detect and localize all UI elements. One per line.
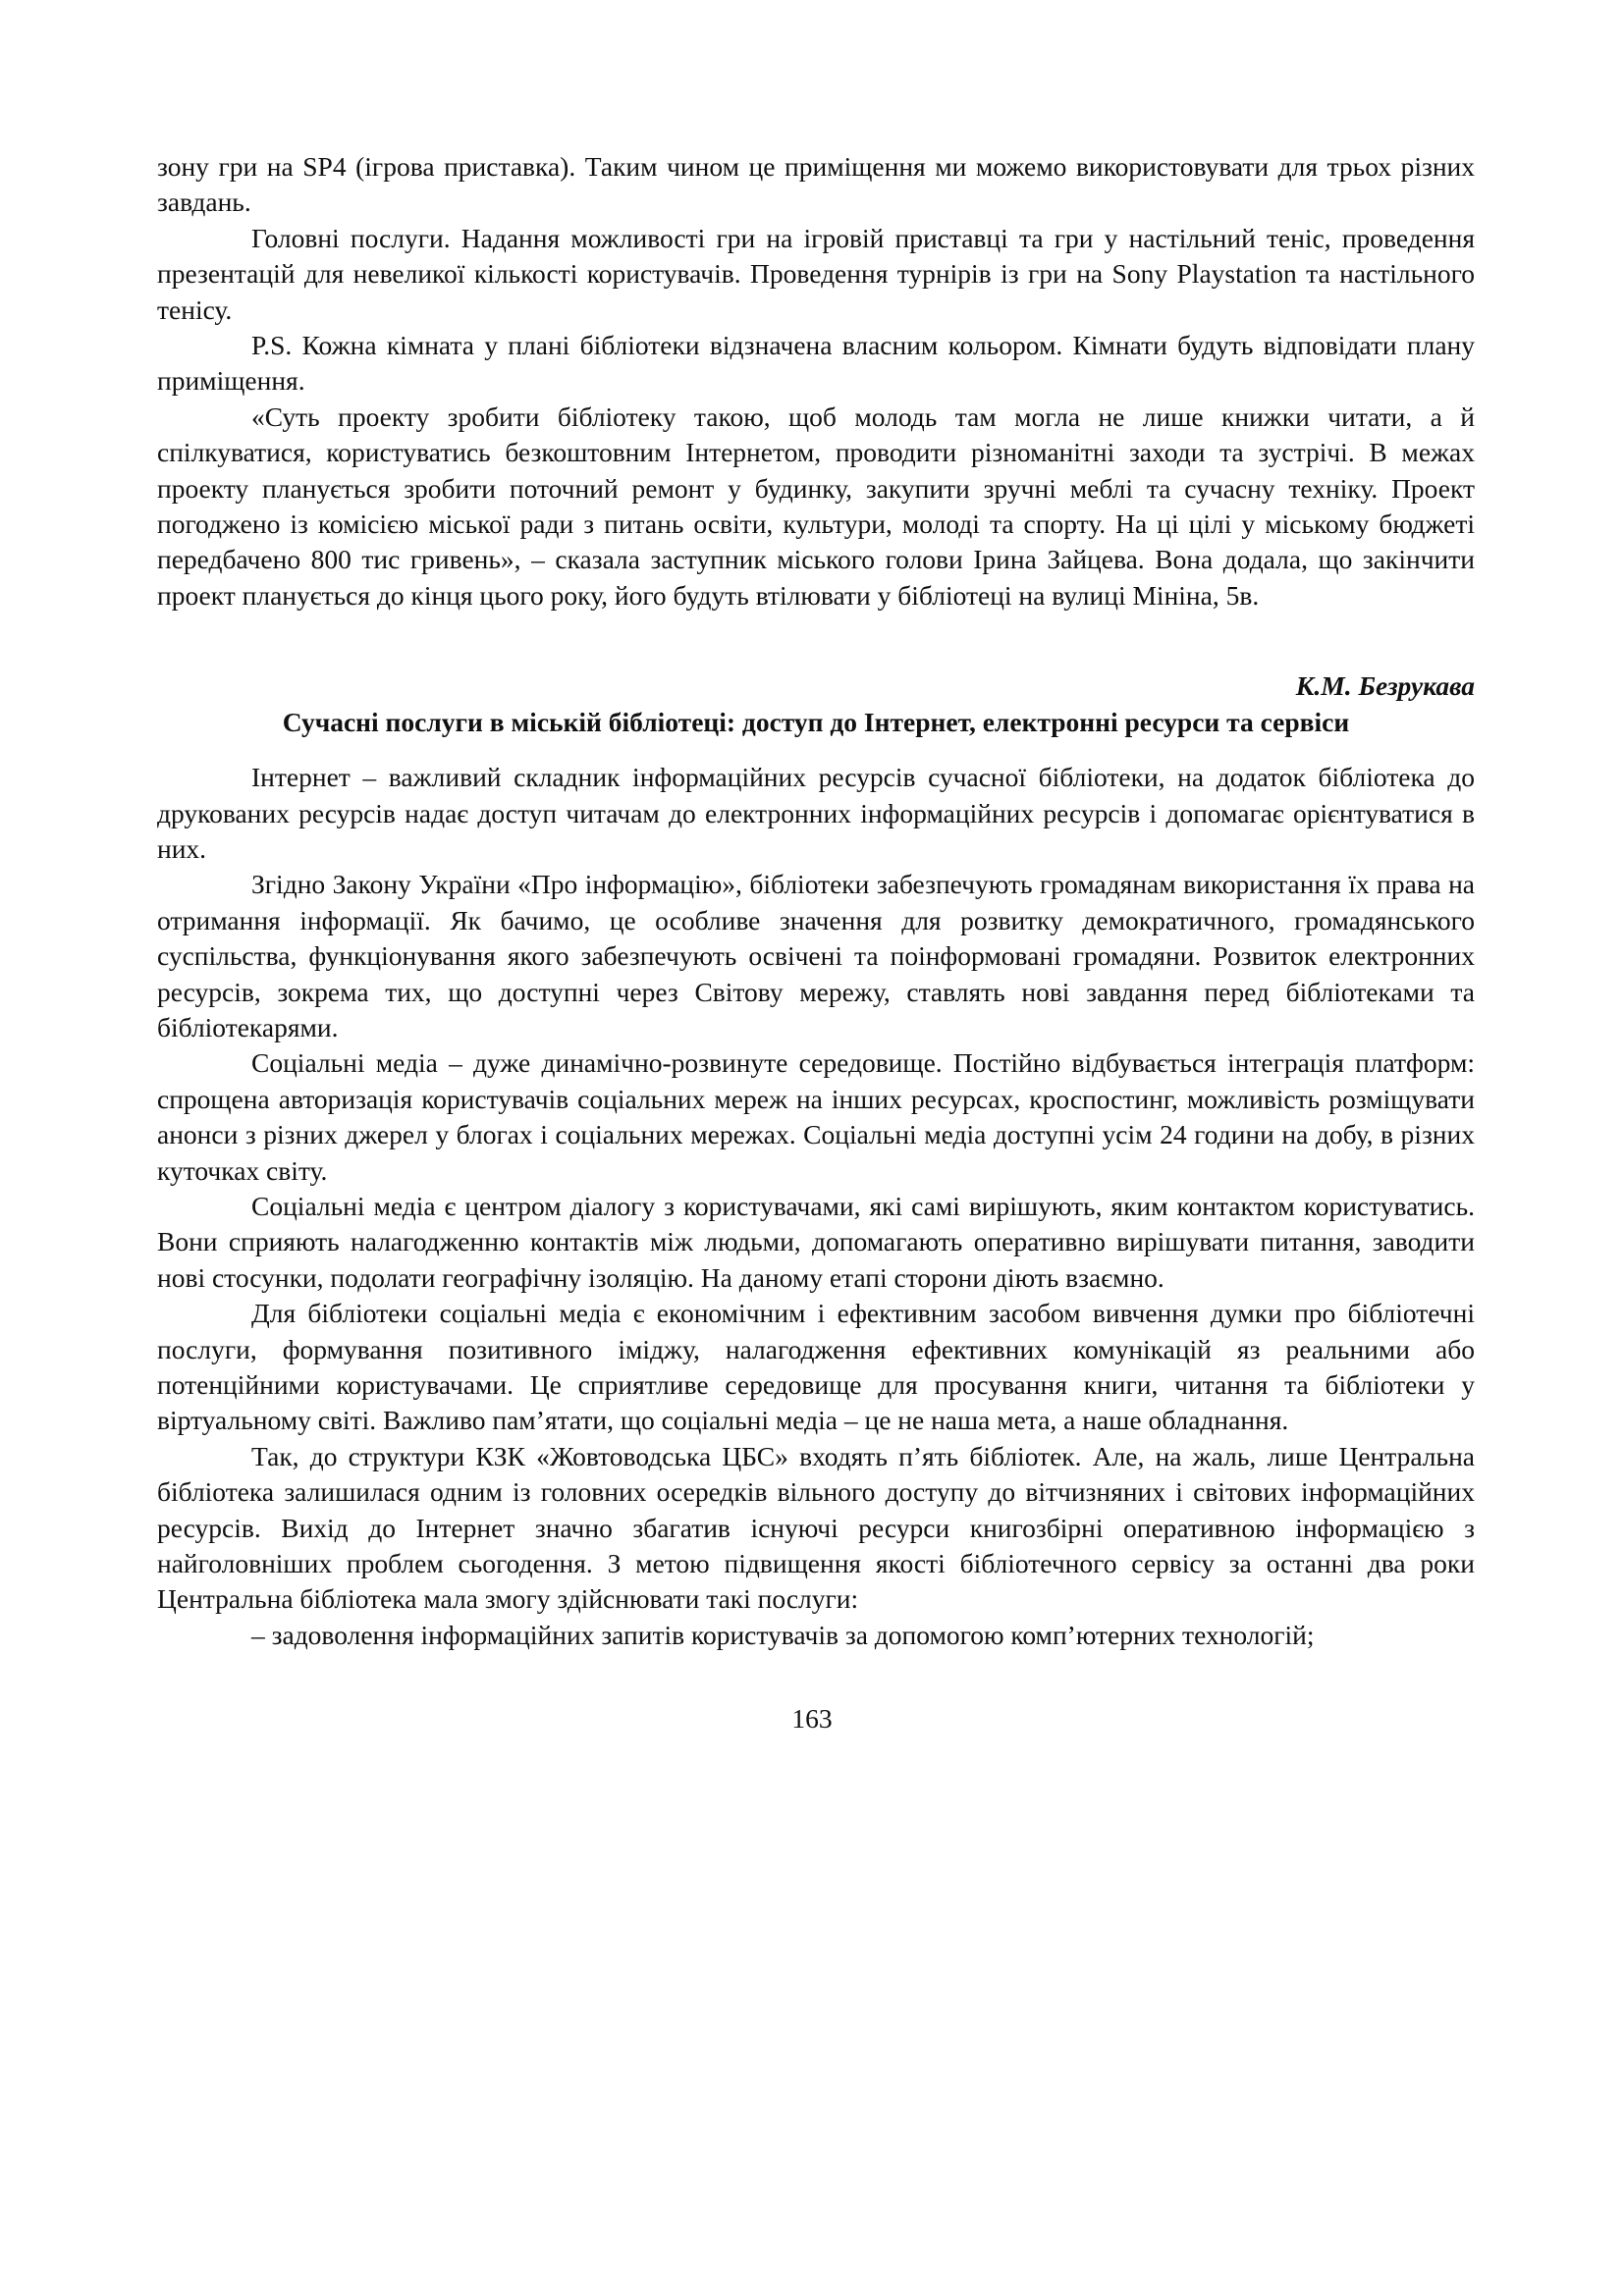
paragraph: Соціальні медіа є центром діалогу з користувачами, які самі вирішують, яким контактом користуватись. Вони сприяють налагодженню контактів між людьми, допомагають оперативно вирішувати питання, заводити нові стосунки, подолати географічну ізоляцію. На даному етапі сторони діють взаємно. [157,1190,1475,1293]
article-title: Сучасні послуги в міській бібліотеці: доступ до Інтернет, електронні ресурси та сервіси [282,706,1350,737]
paragraph: Згідно Закону України «Про інформацію», бібліотеки забезпечують громадянам використання їх права на отримання інформації. Як бачимо, це особливе значення для розвитку демократичного, громадянського суспільства, функціонування якого забезпечують освічені та поінформовані громадяни. Розвиток електронних ресурсів, зокрема тих, що доступні через Світову мережу, ставлять нові завдання перед бібліотеками та бібліотекарями. [157,869,1475,1042]
document-page [157,149,1475,1653]
paragraph: «Суть проекту зробити бібліотеку такою, щоб молодь там могла не лише книжки читати, а й спілкуватися, користуватись безкоштовним Інтернетом, проводити різноманітні заходи та зустрічі. В межах проекту планується зробити поточний ремонт у будинку, закупити зручні меблі та сучасну техніку. Проект погоджено із комісією міської ради з питань освіти, культури, молоді та спорту. На ці цілі у міському бюджеті передбачено 800 тис гривень», – сказала заступник міського голови Ірина Зайцева. Вона додала, що закінчити проект планується до кінця цього року, його будуть втілювати у бібліотеці на вулиці Мініна, 5в. [157,400,1475,611]
paragraph: зону гри на SP4 (ігрова приставка). Таким чином це приміщення ми можемо використовувати для трьох різних завдань. [157,151,1475,218]
page-number: 163 [791,1703,833,1734]
list-item: – задоволення інформаційних запитів користувачів за допомогою комп’ютерних технологій; [251,1619,1315,1650]
paragraph: Соціальні медіа – дуже динамічно-розвинуте середовище. Постійно відбувається інтеграція платформ: спрощена авторизація користувачів соціальних мереж на інших ресурсах, кроспостинг, можливість розміщувати анонси з різних джерел у блогах і соціальних мережах. Соціальні медіа доступні усім 24 години на добу, в різних куточках світу. [157,1047,1475,1186]
paragraph: Головні послуги. Надання можливості гри на ігровій приставці та гри у настільний теніс, проведення презентацій для невеликої кількості користувачів. Проведення турнірів із гри на Sony Playstation та настільного тенісу. [157,222,1475,325]
article-author: К.М. Безрукава [1295,670,1475,702]
paragraph: Так, до структури КЗК «Жовтоводська ЦБС» входять п’ять бібліотек. Але, на жаль, лише Центральна бібліотека залишилася одним із головних осередків вільного доступу до вітчизняних і світових інформаційних ресурсів. Вихід до Інтернет значно збагатив існуючі ресурси книгозбірні оперативною інформацією з найголовніших проблем сьогодення. З метою підвищення якості бібліотечного сервісу за останні два роки Центральна бібліотека мала змогу здійснювати такі послуги: [157,1440,1475,1615]
paragraph: Інтернет – важливий складник інформаційних ресурсів сучасної бібліотеки, на додаток бібліотека до друкованих ресурсів надає доступ читачам до електронних інформаційних ресурсів і допомагає орієнтуватися в них. [157,762,1475,864]
paragraph: P.S. Кожна кімната у плані бібліотеки відзначена власним кольором. Кімнати будуть відповідати плану приміщення. [157,330,1475,397]
paragraph: Для бібліотеки соціальні медіа є економічним і ефективним засобом вивчення думки про бібліотечні послуги, формування позитивного іміджу, налагодження ефективних комунікацій яз реальними або потенційними користувачами. Це сприятливе середовище для просування книги, читання та бібліотеки у віртуальному світі. Важливо пам’ятати, що соціальні медіа – це не наша мета, а наше обладнання. [157,1298,1475,1436]
